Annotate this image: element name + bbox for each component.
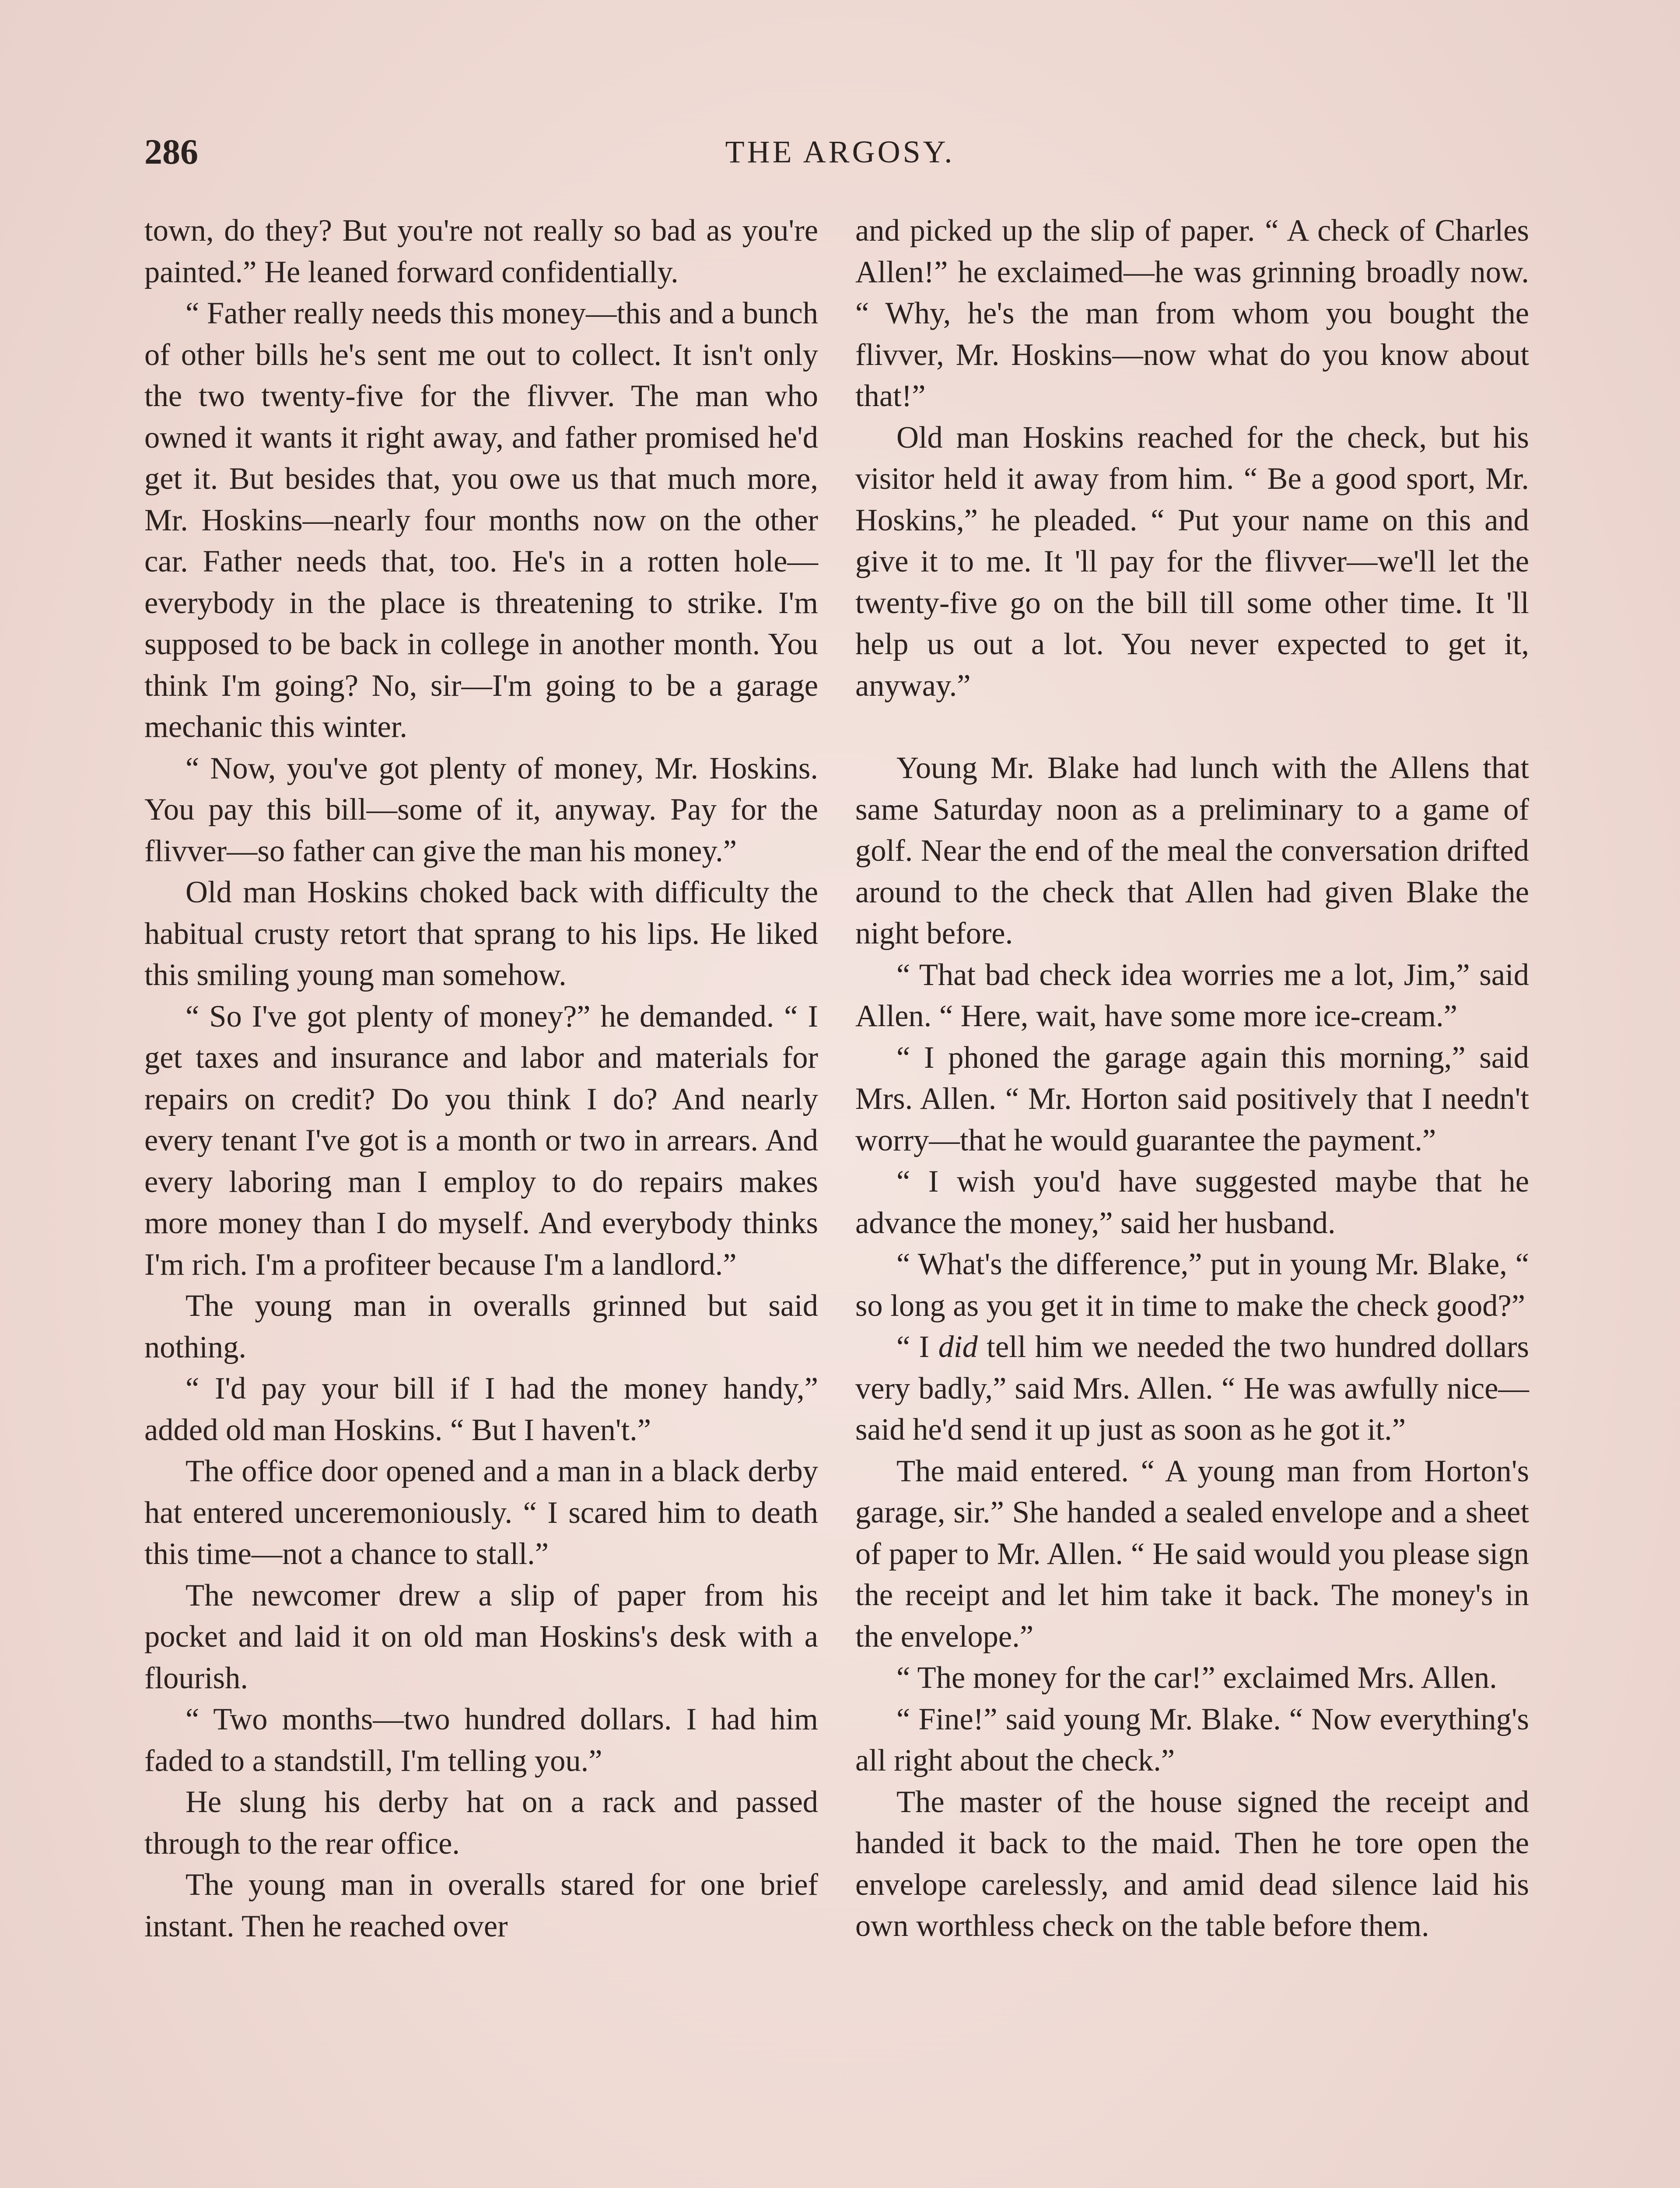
- paragraph: “ Two months—two hundred dollars. I had him faded to a standstill, I'm telling you.”: [144, 1702, 818, 1778]
- paragraph: “ I'd pay your bill if I had the money handy,” added old man Hoskins. “ But I haven't.”: [144, 1371, 818, 1447]
- right-column: [855, 210, 1529, 1947]
- running-head: THE ARGOSY.: [725, 134, 955, 169]
- text-run: “ I: [896, 1330, 938, 1364]
- page-number: 286: [144, 132, 198, 172]
- paragraph: Old man Hoskins choked back with difficulty the habitual crusty retort that sprang to his lips. He liked this smiling young man somehow.: [144, 875, 818, 992]
- paragraph: The master of the house signed the receipt and handed it back to the maid. Then he tore open the envelope carelessly, and amid dead silence laid his own worthless check on the table before them.: [855, 1785, 1529, 1943]
- paragraph: town, do they? But you're not really so bad as you're painted.” He leaned forward confidentially.: [144, 214, 818, 289]
- paragraph: “ What's the difference,” put in young Mr. Blake, “ so long as you get it in time to make the check good?”: [855, 1247, 1529, 1323]
- paragraph: The young man in overalls grinned but said nothing.: [144, 1289, 818, 1364]
- paragraph: “ I phoned the garage again this morning,” said Mrs. Allen. “ Mr. Horton said positively that I needn't worry—that he would guarantee the payment.”: [855, 1040, 1529, 1157]
- paragraph: The young man in overalls stared for one brief instant. Then he reached over: [144, 1868, 818, 1943]
- left-column: [144, 210, 818, 1947]
- paragraph: “ Now, you've got plenty of money, Mr. Hoskins. You pay this bill—some of it, anyway. Pay for the flivver—so father can give the man his money.”: [144, 751, 818, 868]
- paragraph: [855, 1326, 1529, 1451]
- text-run: tell him we needed the two hundred dollars very badly,” said Mrs. Allen. “ He was awfully nice—said he'd send it up just as soon as he got it.”: [855, 1330, 1529, 1447]
- paragraph: Old man Hoskins reached for the check, but his visitor held it away from him. “ Be a good sport, Mr. Hoskins,” he pleaded. “ Put your name on this and give it to me. It 'll pay for the flivver—we'll let the twenty-five go on the bill till some other time. It 'll help us out a lot. You never expected to get it, anyway.”: [855, 420, 1529, 703]
- paragraph: “ Fine!” said young Mr. Blake. “ Now everything's all right about the check.”: [855, 1702, 1529, 1778]
- paragraph: “ Father really needs this money—this and a bunch of other bills he's sent me out to collect. It isn't only the two twenty-five for the flivver. The man who owned it wants it right away, and father promised he'd get it. But besides that, you owe us that much more, Mr. Hoskins—nearly four months now on the other car. Father needs that, too. He's in a rotten hole—everybody in the place is threatening to strike. I'm supposed to be back in college in another month. You think I'm going? No, sir—I'm going to be a garage mechanic this winter.: [144, 296, 818, 744]
- paragraph: The office door opened and a man in a black derby hat entered unceremoniously. “ I scared him to death this time—not a chance to stall.”: [144, 1454, 818, 1571]
- paragraph: “ The money for the car!” exclaimed Mrs. Allen.: [896, 1661, 1497, 1695]
- paragraph: The maid entered. “ A young man from Horton's garage, sir.” She handed a sealed envelope and a sheet of paper to Mr. Allen. “ He said would you please sign the receipt and let him take it back. The money's in the envelope.”: [855, 1454, 1529, 1654]
- paragraph: “ That bad check idea worries me a lot, Jim,” said Allen. “ Here, wait, have some more ice-cream.”: [855, 957, 1529, 1033]
- section-paragraph: Young Mr. Blake had lunch with the Allens that same Saturday noon as a preliminary to a game of golf. Near the end of the meal the conversation drifted around to the check that Allen had given Blake the night before.: [855, 751, 1529, 950]
- emphasis: did: [938, 1330, 978, 1364]
- paragraph: “ I wish you'd have suggested maybe that he advance the money,” said her husband.: [855, 1164, 1529, 1240]
- paragraph: The newcomer drew a slip of paper from his pocket and laid it on old man Hoskins's desk with a flourish.: [144, 1578, 818, 1695]
- paragraph: and picked up the slip of paper. “ A check of Charles Allen!” he exclaimed—he was grinning broadly now. “ Why, he's the man from whom you bought the flivver, Mr. Hoskins—now what do you know about that!”: [855, 214, 1529, 413]
- page-header: [140, 131, 1540, 179]
- paragraph: “ So I've got plenty of money?” he demanded. “ I get taxes and insurance and labor and materials for repairs on credit? Do you think I do? And nearly every tenant I've got is a month or two in arrears. And every laboring man I employ to do repairs makes more money than I do myself. And everybody thinks I'm rich. I'm a profiteer because I'm a landlord.”: [144, 999, 818, 1282]
- paragraph: He slung his derby hat on a rack and passed through to the rear office.: [144, 1785, 818, 1861]
